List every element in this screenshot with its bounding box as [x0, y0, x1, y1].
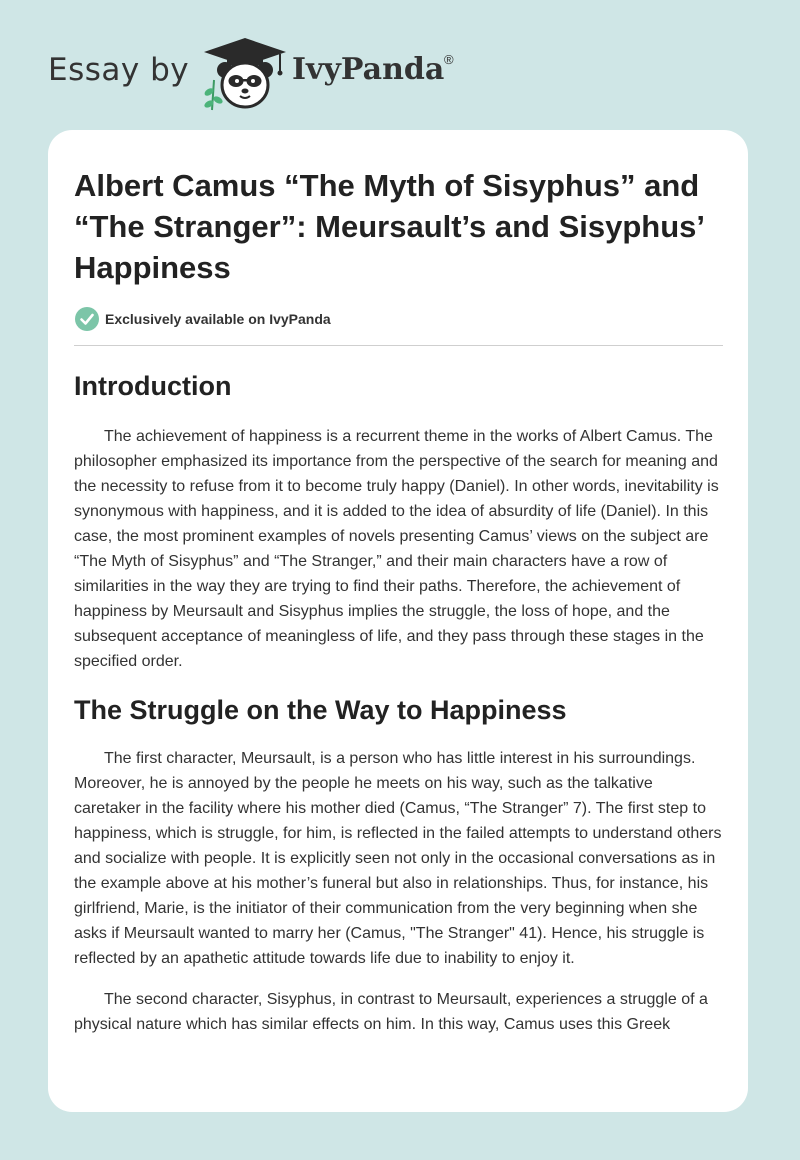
exclusive-label: Exclusively available on IvyPanda — [105, 311, 331, 327]
brand-name[interactable]: IvyPanda — [292, 52, 445, 87]
section-heading-introduction: Introduction — [74, 371, 232, 401]
paragraph: The achievement of happiness is a recurrent theme in the works of Albert Camus. The philosopher emphasized its importance from the perspective of the search for meaning and the necessity to refuse from it to become truly happy (Daniel). In other words, inevitability is synonymous with happiness, and it is added to the idea of absurdity of life (Daniel). In this case, the most prominent examples of novels presenting Camus’ views on the subject are “The Myth of Sisyphus” and “The Stranger,” and their main characters have a row of similarities in the way they are trying to find their paths. Therefore, the achievement of happiness by Meursault and Sisyphus implies the struggle, the loss of hope, and the subsequent acceptance of meaningless of life, and they pass through these stages in the specified order. — [74, 428, 719, 670]
exclusive-badge — [74, 306, 331, 332]
title-divider — [74, 345, 723, 346]
paragraph: The first character, Meursault, is a person who has little interest in his surroundings. Moreover, he is annoyed by the people he meets on his way, such as the talkative caretaker in the facility where his mother died (Camus, “The Stranger” 7). The first step to happiness, which is struggle, for him, is reflected in the failed attempts to understand others and socialize with people. It is explicitly seen not only in the occasional conversations as in the example above at his mother’s funeral but also in relationships. Thus, for instance, his girlfriend, Marie, is the initiator of their communication from the very beginning when she asks if Meursault wanted to marry her (Camus, "The Stranger" 41). Hence, his struggle is reflected by an apathetic attitude towards life due to inability to enjoy it. — [74, 750, 722, 967]
essay-by-label: Essay by — [48, 52, 190, 88]
paragraph: The second character, Sisyphus, in contrast to Meursault, experiences a struggle of a physical nature which has similar effects on him. In this way, Camus uses this Greek — [74, 991, 708, 1033]
panda-logo-icon[interactable] — [200, 36, 290, 112]
registered-mark: ® — [444, 52, 454, 67]
essay-title: Albert Camus “The Myth of Sisyphus” and “The Stranger”: Meursault’s and Sisyphus’ Happiness — [74, 168, 704, 285]
essay-card — [48, 130, 748, 1112]
site-header — [0, 0, 800, 130]
essay-body — [74, 366, 723, 1037]
section-heading-struggle: The Struggle on the Way to Happiness — [74, 695, 567, 725]
check-circle-icon — [74, 306, 100, 332]
